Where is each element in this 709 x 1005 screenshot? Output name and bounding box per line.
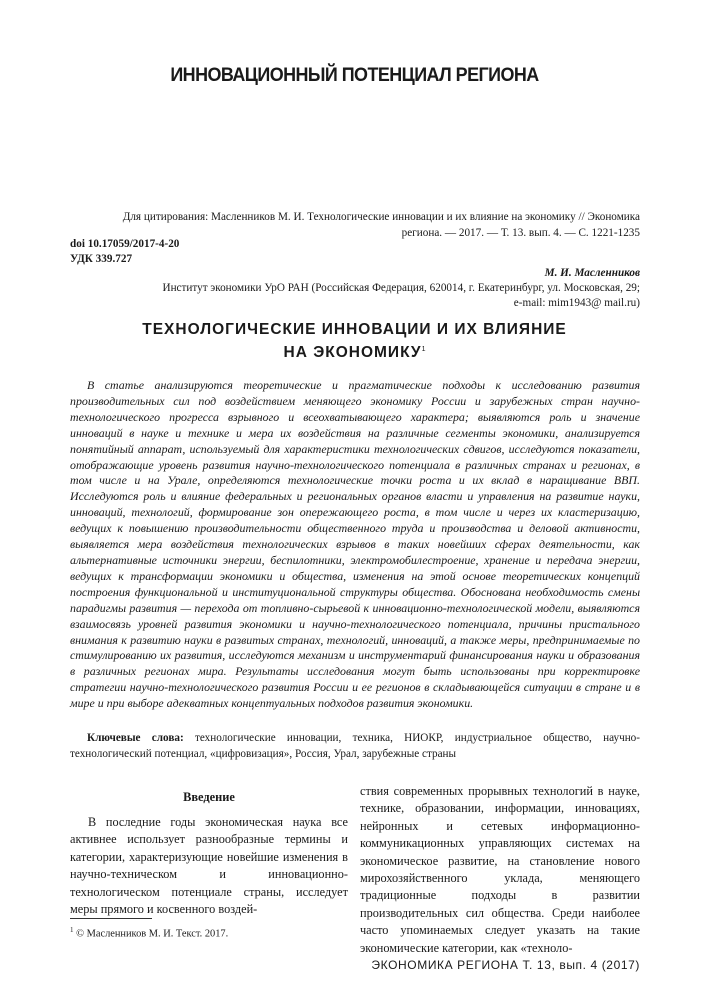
footnote <box>70 923 228 941</box>
citation-line-2: региона. — 2017. — Т. 13. вып. 4. — С. 1221-1235 <box>401 227 640 239</box>
article-title-line-2: НА ЭКОНОМИКУ <box>283 344 422 362</box>
body-right-column <box>360 783 640 957</box>
doi: doi 10.17059/2017-4-20 <box>70 238 180 250</box>
citation-line-1: Для цитирования: Масленников М. И. Технологические инновации и их влияние на экономику // Экономика <box>122 211 640 223</box>
footnote-rule <box>70 918 152 919</box>
section-header: ИННОВАЦИОННЫЙ ПОТЕНЦИАЛ РЕГИОНА <box>170 64 539 86</box>
journal-footer: ЭКОНОМИКА РЕГИОНА Т. 13, вып. 4 (2017) <box>371 958 640 972</box>
author-block <box>70 266 640 311</box>
author-name: М. И. Масленников <box>544 267 640 279</box>
keywords <box>70 731 640 762</box>
udk: УДК 339.727 <box>70 253 133 265</box>
article-title <box>0 320 709 363</box>
keywords-label: Ключевые слова: <box>87 732 184 744</box>
left-column-text: В последние годы экономическая наука все активнее использует разнообразные термины и категории, характеризующие новейшие изменения в научно-техническом и инновационно-технологическом потенциале страны, исследует меры прямого и косвенного воздей- <box>70 815 348 917</box>
author-affiliation: Институт экономики УрО РАН (Российская Федерация, 620014, г. Екатеринбург, ул. Московская, 29; <box>162 282 640 294</box>
keywords-text: технологические инновации, техника, НИОКР, индустриальное общество, научно-технологический потенциал, «цифровизация», Россия, Урал, зарубежные страны <box>70 732 640 760</box>
right-column-text: ствия современных прорывных технологий в науке, технике, образовании, информации, инновациях, нейронных и сетевых информационно-коммуникационных управляющих системах на экономическое развитие, на становление нового мирохозяйственного уклада, меняющего традиционные подходы в развитии производительных сил общества. Среди наиболее часто упоминаемых следует указать на такие экономические категории, как «техноло- <box>360 784 640 955</box>
title-footnote-mark: 1 <box>421 346 426 353</box>
identifiers <box>70 237 179 267</box>
footnote-text: © Масленников М. И. Текст. 2017. <box>76 928 229 940</box>
article-title-line-1: ТЕХНОЛОГИЧЕСКИЕ ИННОВАЦИИ И ИХ ВЛИЯНИЕ <box>142 321 567 338</box>
intro-heading: Введение <box>183 790 235 804</box>
author-email: e-mail: mim1943@ mail.ru) <box>513 297 640 309</box>
footnote-mark: 1 <box>70 926 74 934</box>
abstract: В статье анализируются теоретические и прагматические подходы к исследованию развития производительных сил под воздействием меняющего экономику России и зарубежных стран научно-технологического прогресса взрывного и всеохватывающего характера; выявляются роль и значение инноваций в науке и технике и мера их воздействия на различные сегменты экономики, анализируется понятийный аппарат, используемый для характеристики технологических сдвигов, исследуются показатели, отображающие уровень развития научно-технологического потенциала в различных странах и регионах, в том числе и на Урале, определяются технологические точки роста и их вклад в наращивание ВВП. Исследуются роль и влияние федеральных и региональных органов власти и управления на развитие науки, инноваций, технологий, формирование зон опережающего роста, в том числе и через их кластеризацию, ведущих к повышению производительности общественного труда и производства и деловой активности, выявляется мера воздействия технологических взрывов в таких новейших сферах деятельности, как альтернативные источники энергии, беспилотники, электромобилестроение, хранение и передача энергии, ведущих к трансформации экономики и общества, изменения на этой основе теоретических концепций построения функциональной и институциональной структуры общества. Обоснована необходимость смены парадигмы развития — перехода от топливно-сырьевой к инновационно-технологической модели, выявляются взаимосвязь уровней развития экономики и научно-технологического потенциала, причины пристального внимания к развитию науки в развитых странах, технологий, инноваций, а также меры, предпринимаемые по стимулированию их развития, исследуются механизм и инструментарий финансирования науки и образования в различных регионах мира. Результаты исследования могут быть использованы при корректировке стратегии научно-технологического развития России и ее регионов в складывающейся ситуации в стране и в мире и при выборе адекватных концептуальных подходов развития экономики. <box>70 378 640 711</box>
body-left-column <box>70 790 348 918</box>
